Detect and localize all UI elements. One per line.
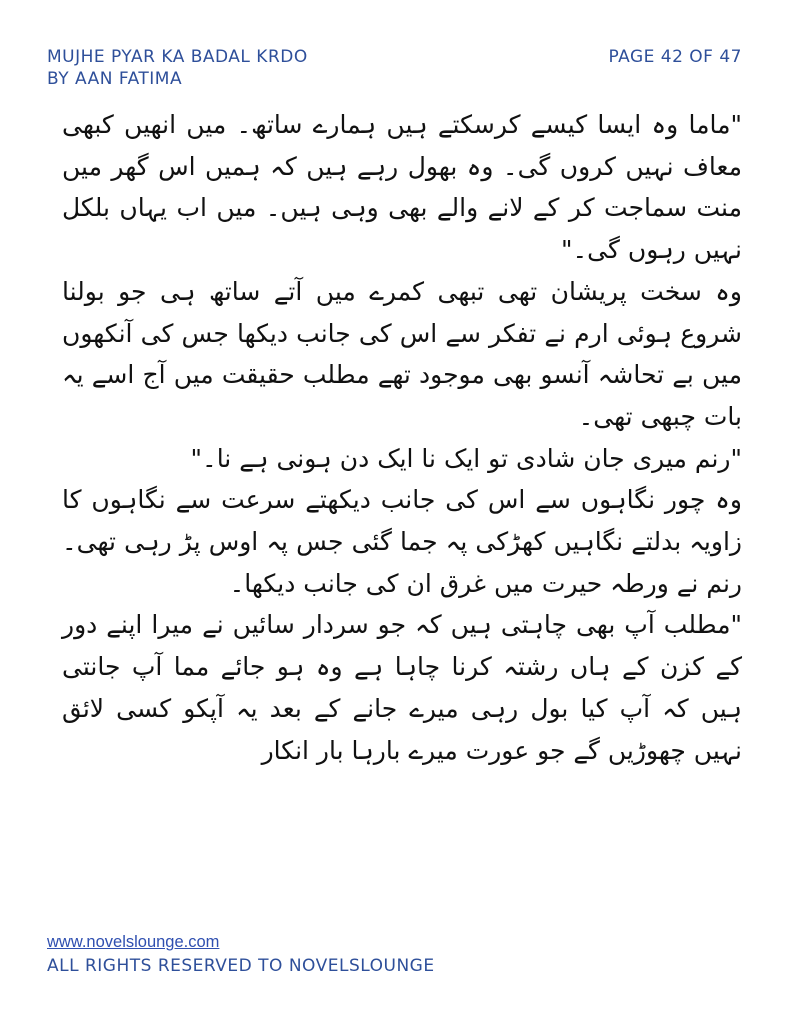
book-title: MUJHE PYAR KA BADAL KRDO [47, 47, 308, 67]
book-header [47, 46, 308, 90]
paragraph: "ماما وہ ایسا کیسے کرسکتے ہیں ہمارے ساتھ۔ میں انھیں کبھی معاف نہیں کروں گی۔ وہ بھول رہے ہیں کہ ہمیں اس گھر میں منت سماجت کر کے لانے والے بھی وہی ہیں۔ میں اب یہاں بلکل نہیں رہوں گی۔" [62, 110, 742, 265]
story-text [62, 104, 742, 771]
website-link[interactable]: www.novelslounge.com [47, 933, 220, 951]
paragraph: وہ چور نگاہوں سے اس کی جانب دیکھتے سرعت سے نگاہوں کا زاویہ بدلتے نگاہیں کھڑکی پہ جما گئی جس پہ اوس پڑ رہی تھی۔ رنم نے ورطہ حیرت میں غرق ان کی جانب دیکھا۔ [62, 485, 742, 598]
page-footer [47, 931, 435, 977]
book-author: BY AAN FATIMA [47, 69, 183, 89]
paragraph: "رنم میری جان شادی تو ایک نا ایک دن ہونی ہے نا۔" [190, 443, 742, 473]
paragraph: "مطلب آپ بھی چاہتی ہیں کہ جو سردار سائیں نے میرا اپنے دور کے کزن کے ہاں رشتہ کرنا چاہا ہے وہ ہو جائے مما آپ جانتی ہیں کہ آپ کیا بول رہی میرے جانے کے بعد یہ آپکو کسی لائق نہیں چھوڑیں گے جو عورت میرے بارہا بار انکار [62, 610, 742, 765]
paragraph: وہ سخت پریشان تھی تبھی کمرے میں آتے ساتھ ہی جو بولنا شروع ہوئی ارم نے تفکر سے اس کی جانب دیکھا جس کی آنکھوں میں بے تحاشہ آنسو بھی موجود تھے مطلب حقیقت میں آج اسے یہ بات چبھی تھی۔ [62, 276, 742, 431]
rights-notice: ALL RIGHTS RESERVED TO NOVELSLOUNGE [47, 956, 435, 976]
page-number: PAGE 42 OF 47 [608, 47, 742, 67]
